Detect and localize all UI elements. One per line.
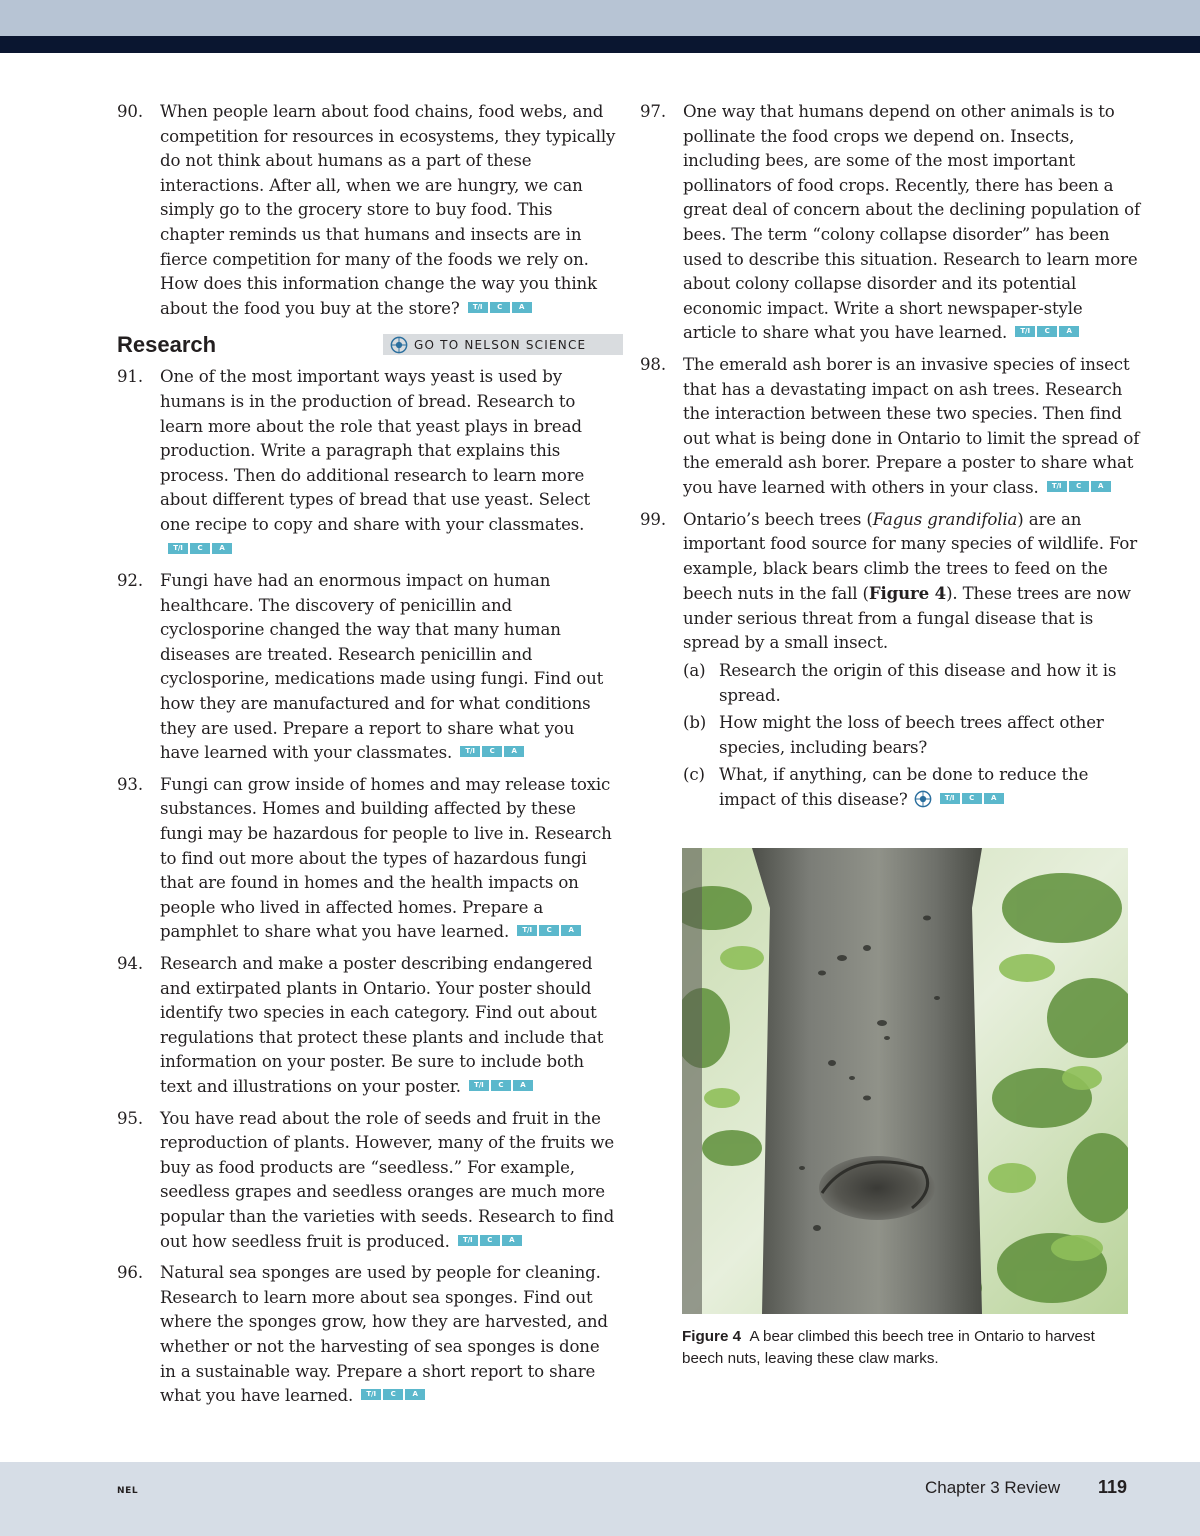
question-item xyxy=(640,353,1140,501)
question-99-part-c: (c) What, if anything, can be done to reduce the impact of this disease? T/I C A xyxy=(683,765,1089,810)
left-column xyxy=(117,100,617,1416)
question-item xyxy=(117,1107,617,1255)
question-text: Research and make a poster describing endangered and extirpated plants in Ontario. Your poster should identify two species in each category. Find out about regulations that protect these plants and include that information on your poster. Be sure to include both text and illustrations on your poster. xyxy=(160,954,604,1096)
question-number: 92. xyxy=(117,571,143,591)
question-text: Natural sea sponges are used by people for cleaning. Research to learn more about sea sponges. Find out where the sponges grow, how they are harvested, and whether or not the harvesting of sea sponges is done in a sustainable way. Prepare a short report to share what you have learned. xyxy=(160,1263,608,1406)
question-item xyxy=(640,100,1140,346)
skill-badge: C xyxy=(383,1389,403,1400)
skill-badges xyxy=(517,925,581,936)
skill-badge: C xyxy=(190,543,210,554)
skill-badge: T/I xyxy=(469,1080,489,1091)
section-heading: Research xyxy=(117,332,217,358)
skill-badge: C xyxy=(1037,326,1057,337)
skill-badges xyxy=(469,1080,533,1091)
question-number: 97. xyxy=(640,102,666,121)
figure-caption-text: A bear climbed this beech tree in Ontario to harvest beech nuts, leaving these claw marks. xyxy=(682,1328,1095,1367)
skill-badge: T/I xyxy=(1015,326,1035,337)
question-99-intro: Ontario’s beech trees (Fagus grandifolia) are an important food source for many species of wildlife. For example, black bears climb the trees to feed on the beech nuts in the fall (Figure 4). These trees are now under serious threat from a fungal disease that is spread by a small insect. xyxy=(683,509,1138,653)
question-99-part-a: (a) Research the origin of this disease and how it is spread. xyxy=(683,661,1117,705)
question-number: 99. xyxy=(640,509,666,529)
question-number: 95. xyxy=(117,1108,143,1128)
skill-badge: T/I xyxy=(361,1389,381,1400)
header-rule xyxy=(0,36,1200,53)
goto-nelson-science-bar[interactable] xyxy=(383,334,623,355)
question-99 xyxy=(640,508,1140,813)
question-item xyxy=(117,100,617,321)
skill-badge: C xyxy=(1069,481,1089,492)
skill-badges xyxy=(168,543,232,554)
question-99-part-b: (b) How might the loss of beech trees affect other species, including bears? xyxy=(683,713,1104,757)
question-text: Fungi have had an enormous impact on human healthcare. The discovery of penicillin and cyclosporine changed the way that many human diseases are treated. Research penicillin and cyclosporine, medications made using fungi. Find out how they are manufactured and for what conditions they are used. Prepare a report to share what you have learned with your classmates. xyxy=(160,571,604,763)
skill-badge: A xyxy=(513,1080,533,1091)
footer-publisher: NEL xyxy=(117,1486,139,1496)
skill-badge: T/I xyxy=(168,543,188,554)
skill-badges xyxy=(458,1235,522,1246)
species-name: Fagus grandifolia xyxy=(872,509,1018,529)
question-number: 98. xyxy=(640,354,666,374)
question-number: 93. xyxy=(117,774,143,794)
skill-badge: C xyxy=(482,746,502,757)
skill-badges xyxy=(1015,326,1079,337)
question-text: One of the most important ways yeast is used by humans is in the production of bread. Research to learn more about the role that yeast plays in bread production. Write a paragraph that explains this process. Then do additional research to learn more about different types of bread that use yeast. Select one recipe to copy and share with your classmates. xyxy=(160,367,591,534)
skill-badge: A xyxy=(1059,326,1079,337)
question-item xyxy=(117,773,617,945)
skill-badge: A xyxy=(502,1235,522,1246)
question-text: You have read about the role of seeds and fruit in the reproduction of plants. However, many of the fruits we buy as food products are “seedless.” For example, seedless grapes and seedless oranges are much more popular than the varieties with seeds. Research to find out how seedless fruit is produced. xyxy=(160,1108,615,1251)
skill-badge: C xyxy=(539,925,559,936)
question-text: When people learn about food chains, food webs, and competition for resources in ecosystems, they typically do not think about humans as a part of these interactions. After all, when we are hungry, we can simply go to the grocery store to buy food. This chapter reminds us that humans and insects are in fierce competition for many of the foods we rely on. How does this information change the way you think about the food you buy at the store? xyxy=(160,102,616,318)
skill-badges xyxy=(361,1389,425,1400)
nelson-globe-icon xyxy=(390,336,408,354)
skill-badge: A xyxy=(561,925,581,936)
goto-label: GO TO NELSON SCIENCE xyxy=(414,337,587,352)
footer xyxy=(0,1462,1200,1536)
skill-badge: T/I xyxy=(517,925,537,936)
question-item xyxy=(117,1261,617,1409)
right-column xyxy=(640,100,1140,820)
skill-badge: A xyxy=(405,1389,425,1400)
skill-badge: T/I xyxy=(458,1235,478,1246)
nelson-globe-icon[interactable] xyxy=(914,790,932,808)
skill-badge: C xyxy=(490,302,510,313)
figure-reference: Figure 4 xyxy=(868,583,947,604)
skill-badges xyxy=(468,302,532,313)
question-number: 96. xyxy=(117,1263,143,1283)
question-item xyxy=(117,569,617,766)
question-number: 94. xyxy=(117,954,143,973)
skill-badges: T/I C A xyxy=(940,793,1004,804)
question-item xyxy=(117,365,617,562)
footer-chapter-title: Chapter 3 Review xyxy=(925,1478,1061,1497)
skill-badge: C xyxy=(491,1080,511,1091)
question-text: One way that humans depend on other animals is to pollinate the food crops we depend on. Insects, including bees, are some of the most important pollinators of food crops. Recently, there has been a great deal of concern about the declining population of bees. The term “colony collapse disorder” has been used to describe this situation. Research to learn more about colony collapse disorder and its potential economic impact. Write a short newspaper-style article to share what you have learned. xyxy=(683,102,1140,343)
skill-badge: T/I xyxy=(460,746,480,757)
figure-caption xyxy=(682,1326,1128,1370)
skill-badge: A xyxy=(1091,481,1111,492)
question-number: 90. xyxy=(117,102,143,121)
figure-4-photo xyxy=(682,848,1128,1314)
skill-badges xyxy=(1047,481,1111,492)
skill-badge: A xyxy=(512,302,532,313)
figure-label: Figure 4 xyxy=(682,1328,742,1345)
question-text: The emerald ash borer is an invasive species of insect that has a devastating impact on ash trees. Research the interaction between these two species. Then find out what is being done in Ontario to limit the spread of the emerald ash borer. Prepare a poster to share what you have learned with others in your class. xyxy=(683,354,1140,497)
question-item xyxy=(117,952,617,1100)
research-header xyxy=(117,329,617,361)
question-text: Fungi can grow inside of homes and may release toxic substances. Homes and building affected by these fungi may be hazardous for people to live in. Research to find out more about the types of hazardous fungi that are found in homes and the health impacts on people who lived in affected homes. Prepare a pamphlet to share what you have learned. xyxy=(160,774,612,942)
header-band xyxy=(0,0,1200,36)
skill-badge: T/I xyxy=(468,302,488,313)
skill-badge: C xyxy=(480,1235,500,1246)
skill-badge: A xyxy=(212,543,232,554)
skill-badges xyxy=(460,746,524,757)
question-number: 91. xyxy=(117,367,143,387)
page-number: 119 xyxy=(1098,1477,1128,1497)
skill-badge: A xyxy=(504,746,524,757)
skill-badge: T/I xyxy=(1047,481,1067,492)
